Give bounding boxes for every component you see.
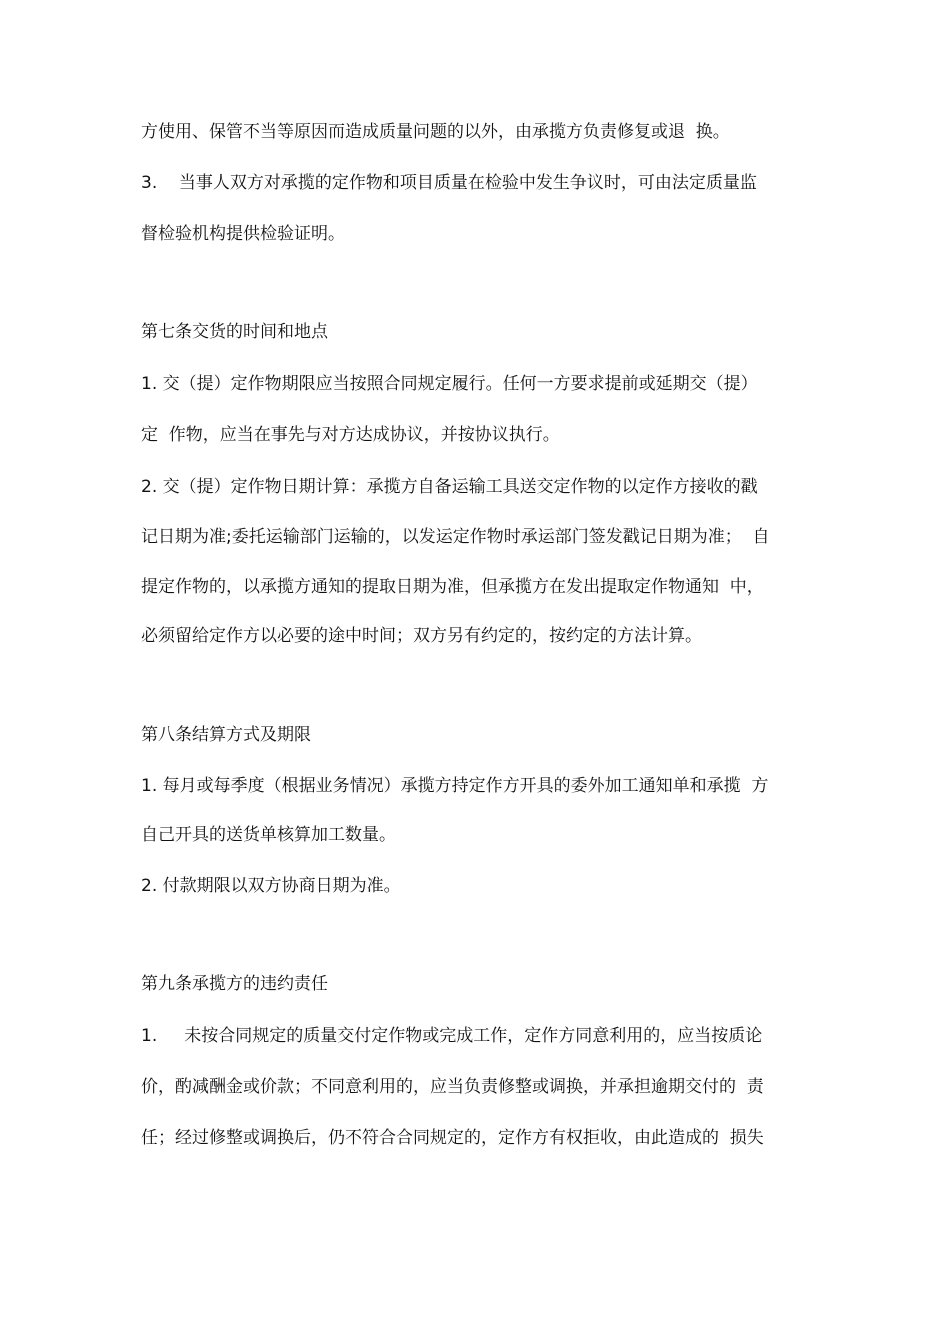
section-heading: 第八条结算方式及期限 <box>141 725 311 745</box>
paragraph-line: 记日期为准;委托运输部门运输的，以发运定作物时承运部门签发戳记日期为准； 自 <box>141 527 770 547</box>
paragraph-line: 价，酌减酬金或价款；不同意利用的，应当负责修整或调换，并承担逾期交付的 责 <box>141 1077 764 1097</box>
paragraph-line: 1. 每月或每季度（根据业务情况）承揽方持定作方开具的委外加工通知单和承揽 方 <box>141 776 769 796</box>
paragraph-line: 3. 当事人双方对承揽的定作物和项目质量在检验中发生争议时，可由法定质量监 <box>141 173 757 193</box>
paragraph-line: 提定作物的，以承揽方通知的提取日期为准，但承揽方在发出提取定作物通知 中， <box>141 577 764 597</box>
paragraph-line: 自己开具的送货单核算加工数量。 <box>141 825 396 845</box>
paragraph-line: 2. 付款期限以双方协商日期为准。 <box>141 876 401 896</box>
paragraph-line: 必须留给定作方以必要的途中时间；双方另有约定的，按约定的方法计算。 <box>141 626 702 646</box>
paragraph-line: 2. 交（提）定作物日期计算：承揽方自备运输工具送交定作物的以定作方接收的戳 <box>141 477 758 497</box>
paragraph-line: 方使用、保管不当等原因而造成质量问题的以外，由承揽方负责修复或退 换。 <box>141 122 730 142</box>
paragraph-line: 任；经过修整或调换后，仍不符合合同规定的，定作方有权拒收，由此造成的 损失 <box>141 1128 764 1148</box>
paragraph-line: 1. 交（提）定作物期限应当按照合同规定履行。任何一方要求提前或延期交（提） <box>141 374 758 394</box>
paragraph-line: 定 作物，应当在事先与对方达成协议，并按协议执行。 <box>141 425 560 445</box>
paragraph-line: 督检验机构提供检验证明。 <box>141 224 345 244</box>
section-heading: 第七条交货的时间和地点 <box>141 322 328 342</box>
section-heading: 第九条承揽方的违约责任 <box>141 974 328 994</box>
paragraph-line: 1. 未按合同规定的质量交付定作物或完成工作，定作方同意利用的，应当按质论 <box>141 1026 763 1046</box>
